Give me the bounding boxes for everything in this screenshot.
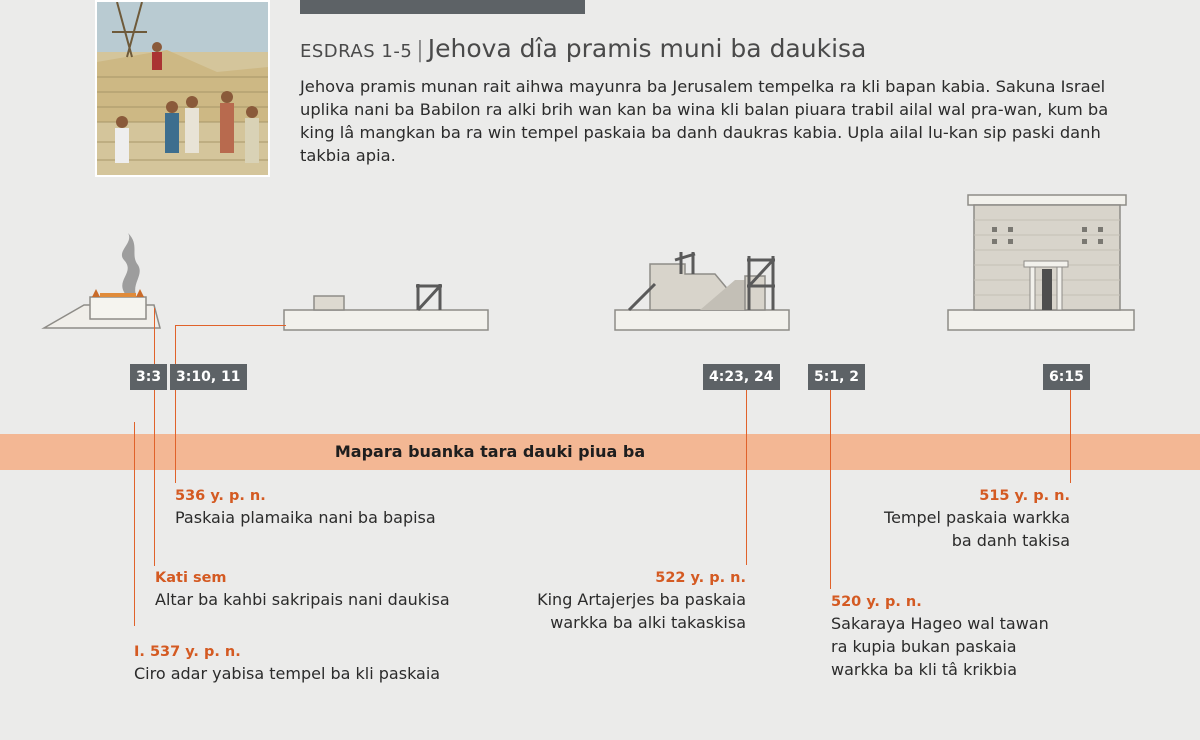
event-text: ba danh takisa: [951, 531, 1070, 550]
timeline-event: [884, 486, 1070, 552]
event-date: 520 y. p. n.: [831, 594, 922, 610]
timeline-event: [831, 592, 1049, 681]
event-text: ra kupia bukan paskaia: [831, 637, 1017, 656]
connector-line: [746, 385, 747, 565]
event-text: Sakaraya Hageo wal tawan: [831, 614, 1049, 633]
foundation-icon: [284, 280, 490, 332]
reference-tag: 4:23, 24: [703, 364, 780, 390]
builders-painting: [95, 0, 270, 177]
reference-tag: 3:3: [130, 364, 167, 390]
connector-line: [1070, 385, 1071, 483]
event-text: warkka ba alki takaskisa: [550, 613, 746, 632]
connector-line: [134, 422, 135, 626]
connector-line: [175, 325, 176, 483]
timeline-event: [175, 486, 436, 529]
scripture-reference: ESDRAS 1-5: [300, 41, 413, 62]
connector-line: [830, 385, 831, 589]
page-title: Jehova dîa pramis muni ba daukisa: [427, 34, 867, 63]
event-date: Kati sem: [155, 570, 227, 586]
event-text: Ciro adar yabisa tempel ba kli paskaia: [134, 664, 441, 683]
event-date: 522 y. p. n.: [655, 570, 746, 586]
timeline-event: [155, 568, 450, 611]
event-text: Paskaia plamaika nani ba bapisa: [175, 508, 436, 527]
connector-line: [154, 308, 155, 566]
title-separator: |: [416, 38, 424, 63]
event-date: I. 537 y. p. n.: [134, 644, 241, 660]
reference-tag: 6:15: [1043, 364, 1090, 390]
event-date: 536 y. p. n.: [175, 488, 266, 504]
header: [300, 32, 1180, 167]
timeline-event: [134, 642, 440, 685]
event-text: Tempel paskaia warkka: [884, 508, 1070, 527]
reference-tag: 5:1, 2: [808, 364, 865, 390]
connector-line: [175, 325, 286, 326]
completed-temple-icon: [946, 195, 1136, 332]
intro-text: Jehova pramis munan rait aihwa mayunra ba Jerusalem tempelka ra kli bapan kabia. Sakuna Israel uplika nani ba Babilon ra alki brih wan kan ba wina kli balan piuara trabil ailal wal pra-wan, kum ba king lâ mangkan ba ra win tempel paskaia ba danh daukras kabia. Upla ailal lu-kan sip paski danh takbia apia.: [300, 77, 1109, 165]
altar-smoke-icon: [44, 225, 164, 333]
event-text: warkka ba kli tâ krikbia: [831, 660, 1018, 679]
reference-tag: 3:10, 11: [170, 364, 247, 390]
event-text: King Artajerjes ba paskaia: [537, 590, 746, 609]
title-line: [300, 32, 1180, 69]
event-date: 515 y. p. n.: [979, 488, 1070, 504]
timeline-event: [537, 568, 746, 634]
event-text: Altar ba kahbi sakripais nani daukisa: [155, 590, 450, 609]
partial-walls-scaffold-icon: [615, 250, 791, 332]
timeline-band-label: Mapara buanka tara dauki piua ba: [334, 442, 646, 461]
top-bar: [300, 0, 585, 14]
